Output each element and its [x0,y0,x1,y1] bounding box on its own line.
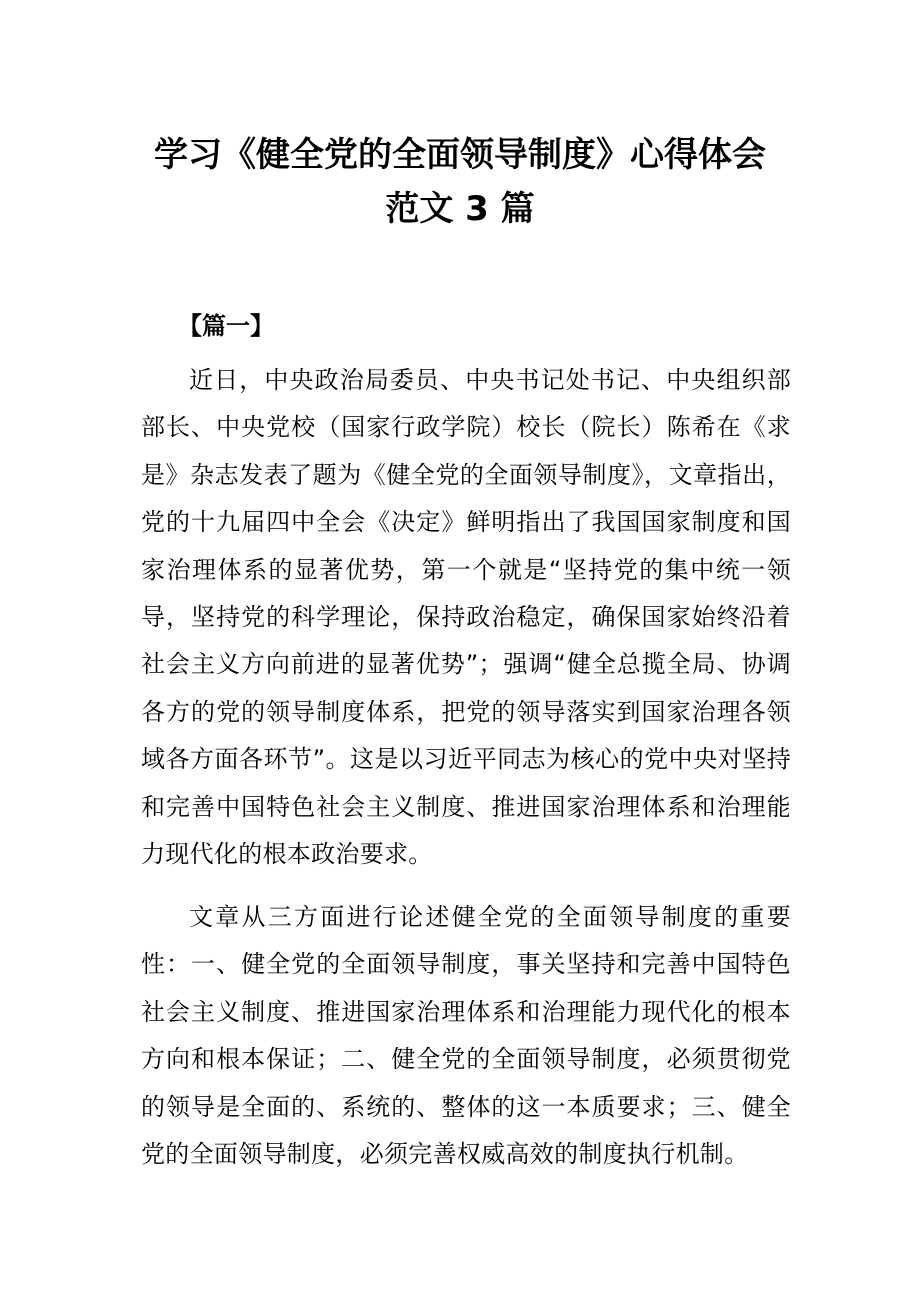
document-title [100,128,820,236]
section-label: 【篇一】 [178,312,274,340]
body-paragraph-2: 文章从三方面进行论述健全党的全面领导制度的重要性：一、健全党的全面领导制度，事关坚持和完善中国特色社会主义制度、推进国家治理体系和治理能力现代化的根本方向和根本保证；二、健全党的全面领导制度，必须贯彻党的领导是全面的、系统的、整体的这一本质要求；三、健全党的全面领导制度，必须完善权威高效的制度执行机制。 [141,903,791,1169]
title-line-1: 学习《健全党的全面领导制度》心得体会 [154,135,766,175]
body-paragraph-1: 近日，中央政治局委员、中央书记处书记、中央组织部部长、中央党校（国家行政学院）校长（院长）陈希在《求是》杂志发表了题为《健全党的全面领导制度》，文章指出，党的十九届四中全会《决定》鲜明指出了我国国家制度和国家治理体系的显著优势，第一个就是“坚持党的集中统一领导，坚持党的科学理论，保持政治稳定，确保国家始终沿着社会主义方向前进的显著优势”；强调“健全总揽全局、协调各方的党的领导制度体系，把党的领导落实到国家治理各领域各方面各环节”。这是以习近平同志为核心的党中央对坚持和完善中国特色社会主义制度、推进国家治理体系和治理能力现代化的根本政治要求。 [141,366,791,869]
title-line-2: 范文 3 篇 [385,189,535,229]
